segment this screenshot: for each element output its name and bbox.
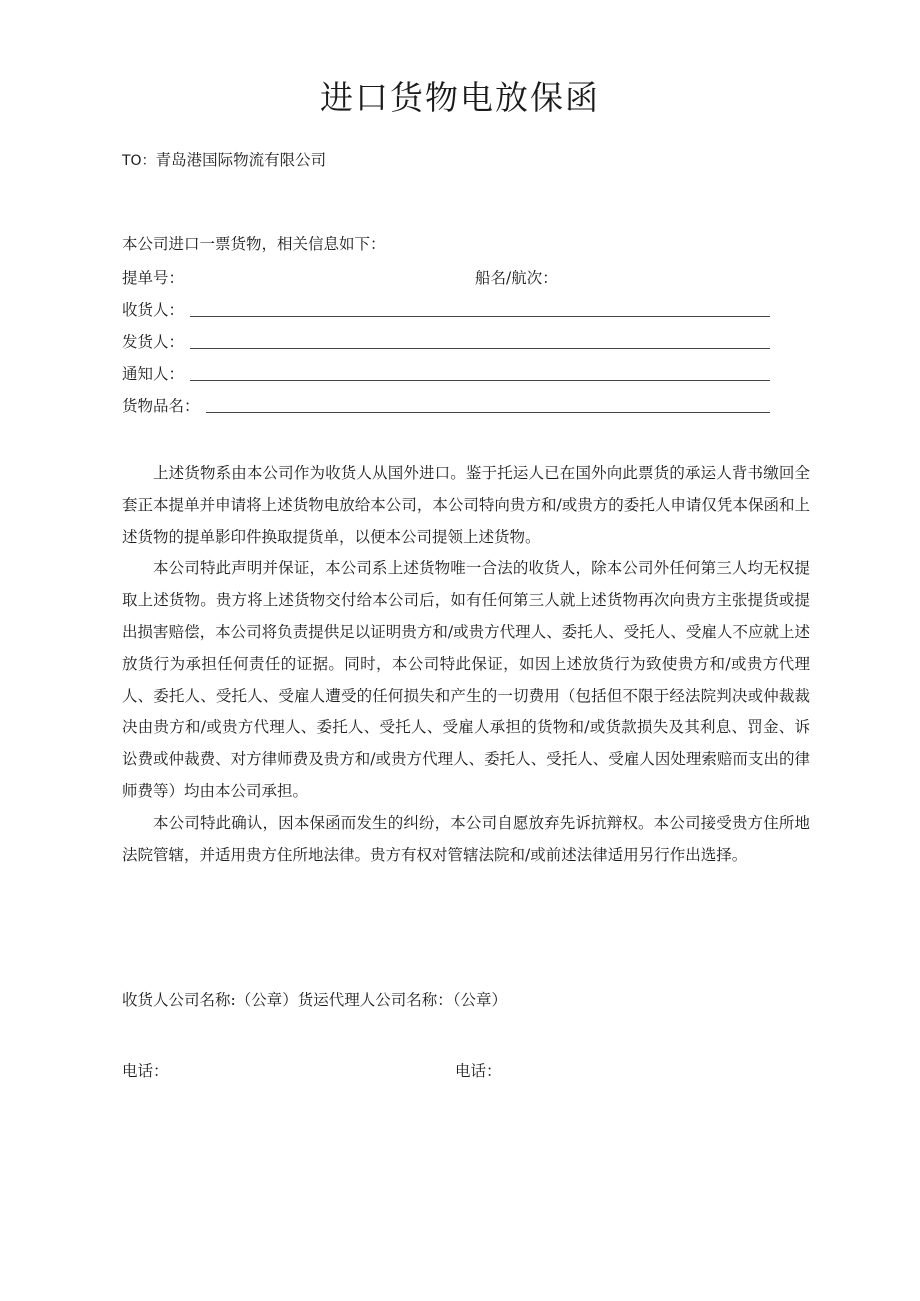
vessel-voyage-label: 船名/航次： <box>475 269 558 287</box>
consignee-blank-line <box>190 316 770 317</box>
document-title: 进口货物电放保函 <box>320 78 600 117</box>
guarantee-body <box>122 458 810 871</box>
notify-row <box>122 362 772 386</box>
shipper-label: 发货人： <box>122 333 185 351</box>
bl-number-label: 提单号： <box>122 269 185 287</box>
paragraph-release-request: 上述货物系由本公司作为收货人从国外进口。鉴于托运人已在国外向此票货的承运人背书缴回全套正本提单并申请将上述货物电放给本公司，本公司特向贵方和/或贵方的委托人申请仅凭本保函和上述货物的提单影印件换取提货单，以便本公司提领上述货物。 <box>122 464 810 546</box>
bl-number-row <box>122 266 772 290</box>
shipper-blank-line <box>190 348 770 349</box>
signature-company-names: 收货人公司名称:（公章）货运代理人公司名称：（公章） <box>122 991 507 1009</box>
addressee-prefix: TO： <box>122 153 156 169</box>
consignee-phone-label: 电话： <box>122 1062 169 1080</box>
notify-label: 通知人： <box>122 365 185 383</box>
forwarder-phone-label: 电话： <box>455 1062 502 1080</box>
shipper-row <box>122 330 772 354</box>
intro-text: 本公司进口一票货物，相关信息如下： <box>122 235 386 253</box>
goods-name-blank-line <box>206 412 770 413</box>
paragraph-warranty: 本公司特此声明并保证，本公司系上述货物唯一合法的收货人，除本公司外任何第三人均无权提取上述货物。贵方将上述货物交付给本公司后，如有任何第三人就上述货物再次向贵方主张提货或提出损害赔偿，本公司将负责提供足以证明贵方和/或贵方代理人、委托人、受托人、受雇人不应就上述放货行为承担任何责任的证据。同时，本公司特此保证，如因上述放货行为致使贵方和/或贵方代理人、委托人、受托人、受雇人遭受的任何损失和产生的一切费用（包括但不限于经法院判决或仲裁裁决由贵方和/或贵方代理人、委托人、受托人、受雇人承担的货物和/或货款损失及其利息、罚金、诉讼费或仲裁费、对方律师费及贵方和/或贵方代理人、委托人、受托人、受雇人因处理索赔而支出的律师费等）均由本公司承担。 <box>122 559 810 800</box>
notify-blank-line <box>190 380 770 381</box>
addressee-line <box>122 148 326 173</box>
consignee-label: 收货人： <box>122 301 185 319</box>
consignee-row <box>122 298 772 322</box>
goods-name-row <box>122 394 772 418</box>
addressee-company: 青岛港国际物流有限公司 <box>155 151 327 169</box>
paragraph-jurisdiction: 本公司特此确认，因本保函而发生的纠纷，本公司自愿放弃先诉抗辩权。本公司接受贵方住所地法院管辖，并适用贵方住所地法律。贵方有权对管辖法院和/或前述法律适用另行作出选择。 <box>122 813 810 864</box>
goods-name-label: 货物品名： <box>122 397 200 415</box>
